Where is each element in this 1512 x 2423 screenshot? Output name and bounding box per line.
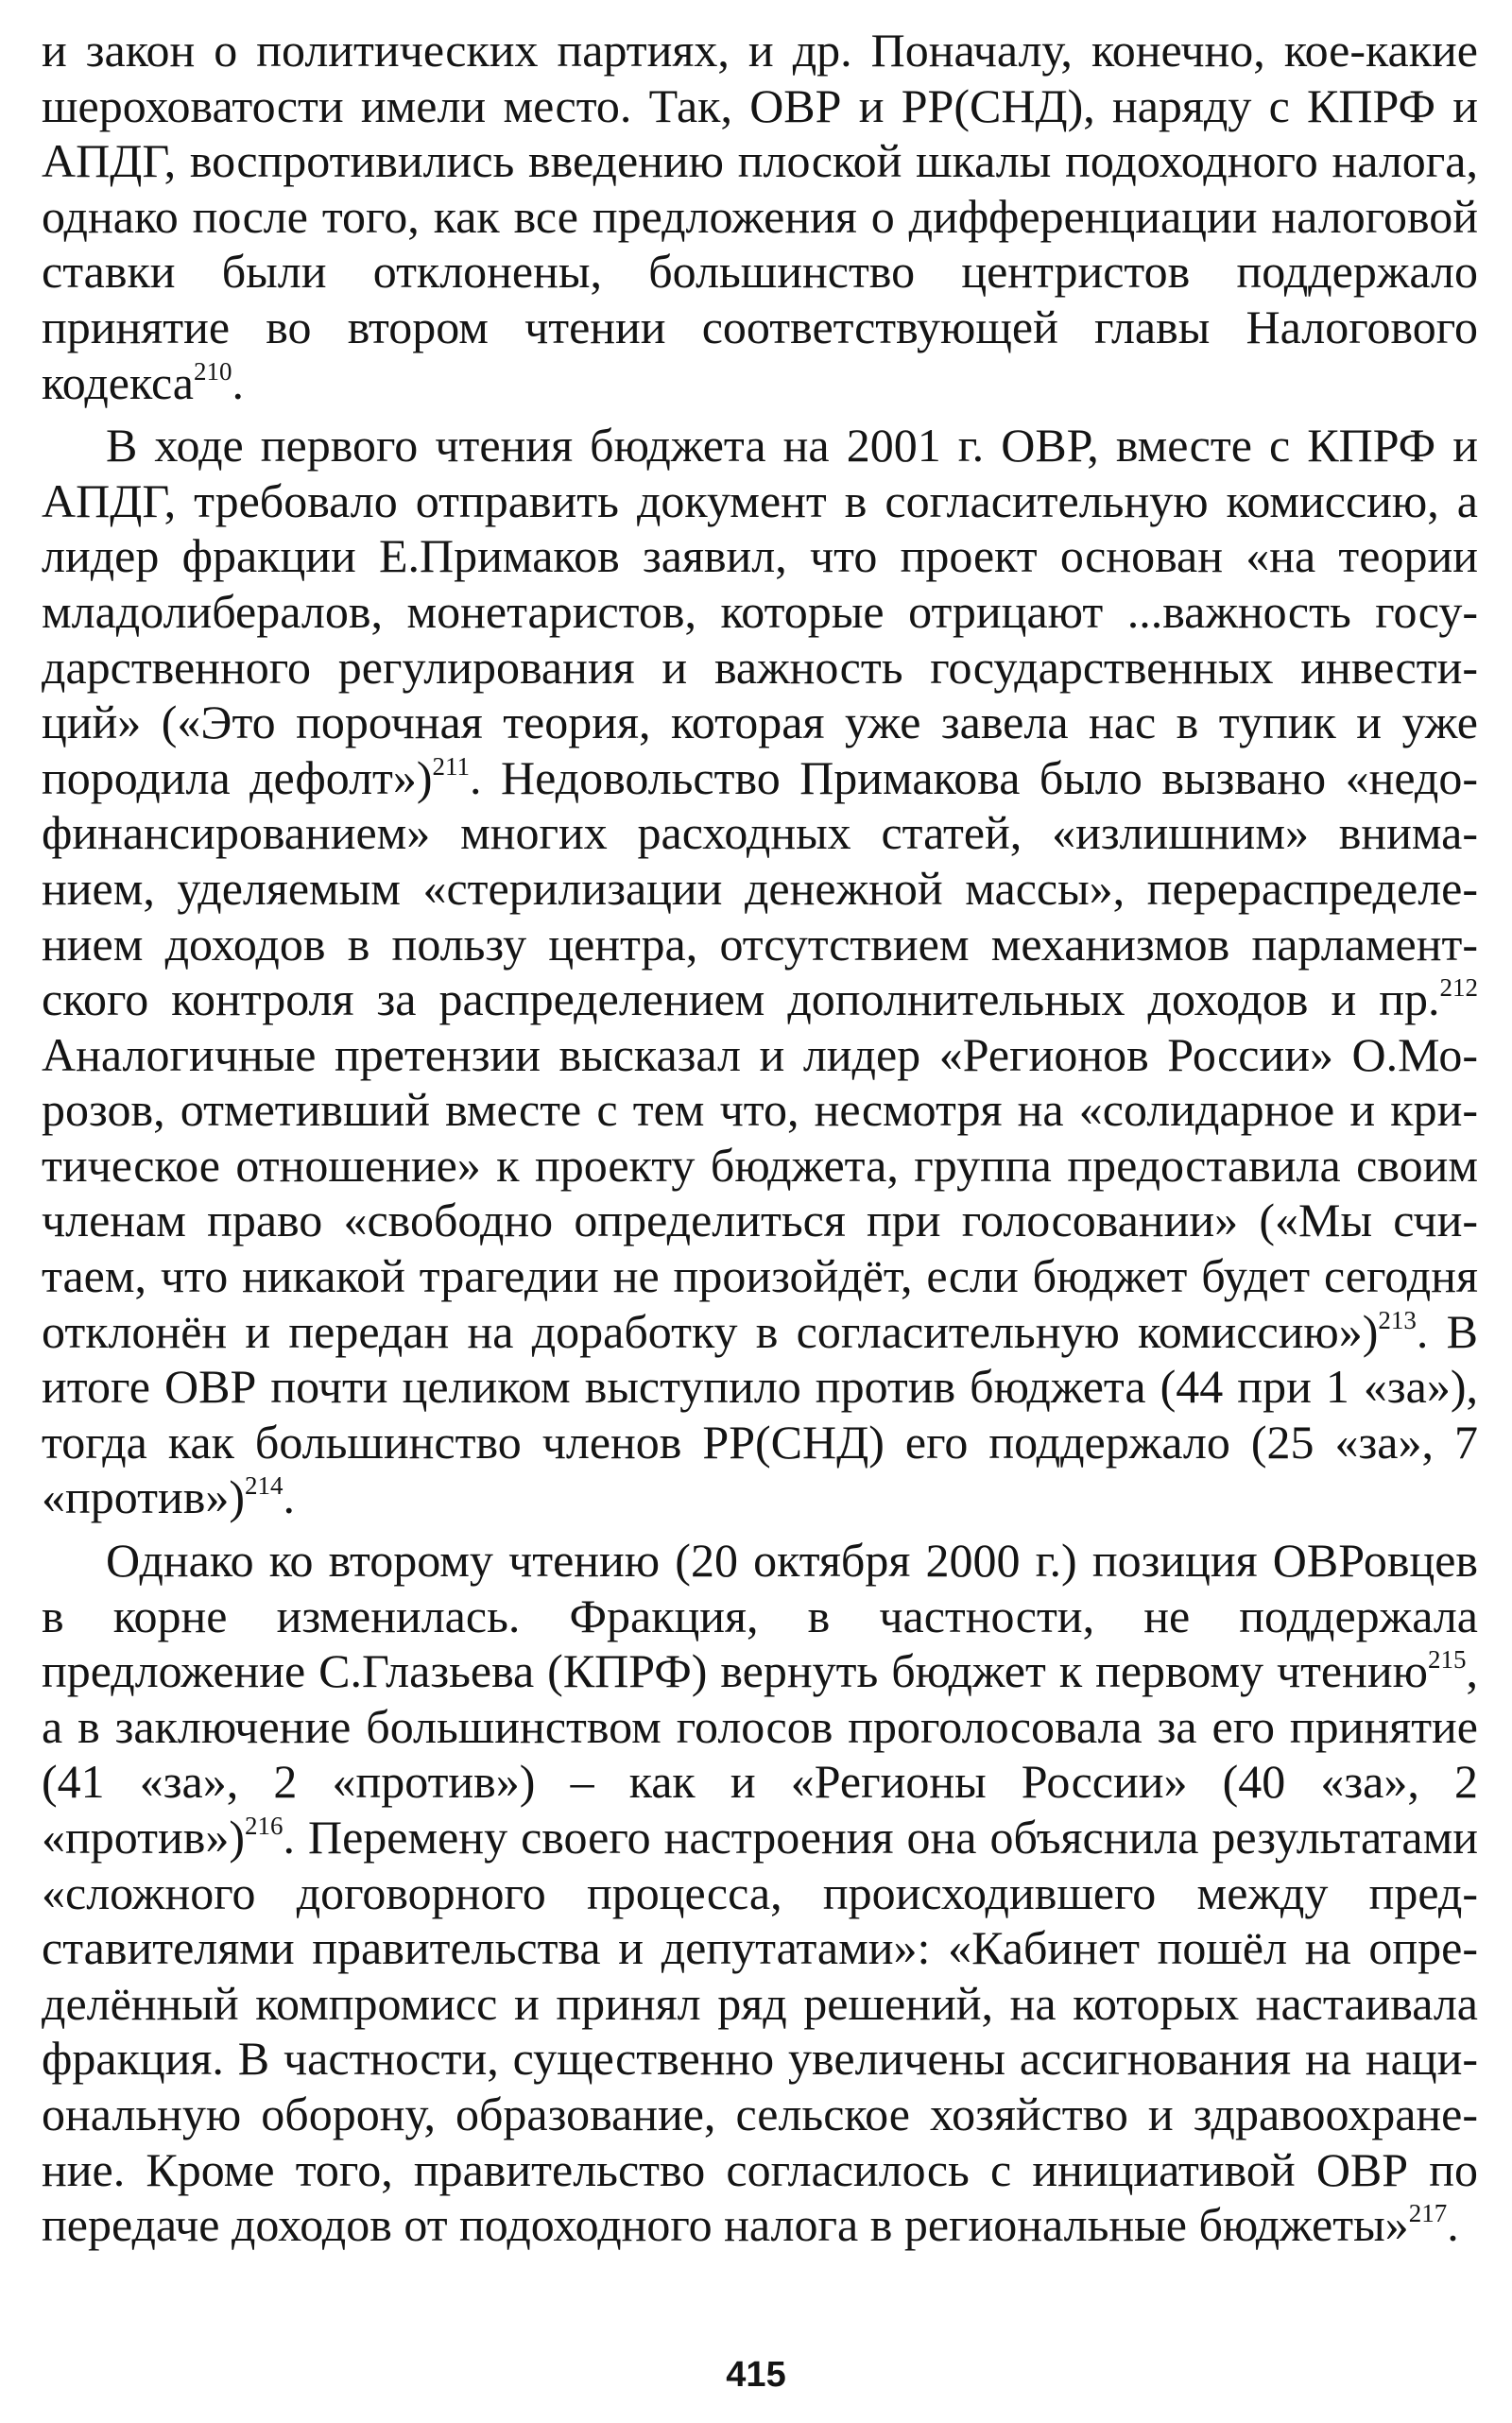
page-number: 415	[726, 2355, 786, 2395]
text-run: Однако ко второму чтению (20 октября 2000 г.) позиция ОВРовцев в корне изменилась. Фракция, в частности, не поддержала предложение С.Глазьева (КПРФ) вернуть бюджет к первому чтению	[42, 1534, 1478, 1698]
footnote-ref: 212	[1439, 973, 1478, 1003]
text-run: , а в заключение большинством голосов проголосовала за его принятие (41 «за», 2 «против») – как и «Регионы России» (40 «за», 2 «против»)	[42, 1644, 1478, 1864]
footnote-ref: 216	[244, 1812, 284, 1840]
text-run: .	[232, 355, 244, 409]
paragraph	[42, 418, 1478, 1525]
text-run: .	[1447, 2198, 1459, 2252]
paragraph	[42, 23, 1478, 410]
text-run: Аналогичные претензии высказал и лидер «Регионов России» О.Морозов, отметивший вместе с тем что, несмотря на «солидарное и критическое отношение» к проекту бюджета, группа предоставила своим членам право «свободно определиться при голосовании» («Мы считаем, что никакой трагедии не произойдёт, если бюджет будет сегодня отклонён и передан на доработку в согласительную комиссию»)	[42, 1027, 1478, 1358]
paragraph	[42, 1533, 1478, 2253]
text-run: . Недовольство Примакова было вызвано «недофинансированием» многих расходных статей, «излишним» вниманием, уделяемым «стерилизации денежной массы», перераспределением доходов в пользу центра, отсутствием механизмов парламентского контроля за распределением дополнительных доходов и пр.	[42, 750, 1479, 1026]
text-run: . Перемену своего настроения она объяснила результатами «сложного договорного процесса, происходившего между представителями правительства и депутатами»: «Кабинет пошёл на определённый компромисс и принял ряд решений, на которых настаивала фракция. В частности, существенно увеличены ассигнования на национальную оборону, образование, сельское хозяйство и здравоохранение. Кроме того, правительство согласилось с инициативой ОВР по передаче доходов от подоходного налога в региональные бюджеты»	[42, 1811, 1478, 2252]
text-run: . В итоге ОВР почти целиком выступило против бюджета (44 при 1 «за»), тогда как большинство членов РР(СНД) его поддержало (25 «за», 7 «против»)	[42, 1304, 1478, 1524]
text-run: и закон о политических партиях, и др. Поначалу, конечно, кое-какие шероховатости имели место. Так, ОВР и РР(СНД), наряду с КПРФ и АПДГ, воспротивились введению плоской шкалы подоходного налога, однако после того, как все предложения о дифференциации налоговой ставки были отклонены, большинство центристов поддержало принятие во втором чтении соответствующей главы Налогового кодекса	[42, 24, 1478, 409]
footnote-ref: 215	[1428, 1645, 1467, 1675]
footnote-ref: 214	[244, 1471, 284, 1501]
footnote-ref: 211	[432, 751, 471, 781]
text-run: .	[283, 1470, 295, 1524]
text-run: В ходе первого чтения бюджета на 2001 г. ОВР, вместе с КПРФ и АПДГ, требовало отправить документ в согласительную комиссию, а лидер фракции Е.Примаков заявил, что проект основан «на теории младолибералов, монетаристов, которые отрицают ...важность государственного регулирования и важность государственных инвестиций» («Это порочная теория, которая уже завела нас в тупик и уже породила дефолт»)	[42, 419, 1478, 804]
footnote-ref: 213	[1378, 1305, 1417, 1334]
footnote-ref: 217	[1408, 2199, 1448, 2228]
page-body	[42, 23, 1478, 2260]
footnote-ref: 210	[194, 356, 232, 386]
